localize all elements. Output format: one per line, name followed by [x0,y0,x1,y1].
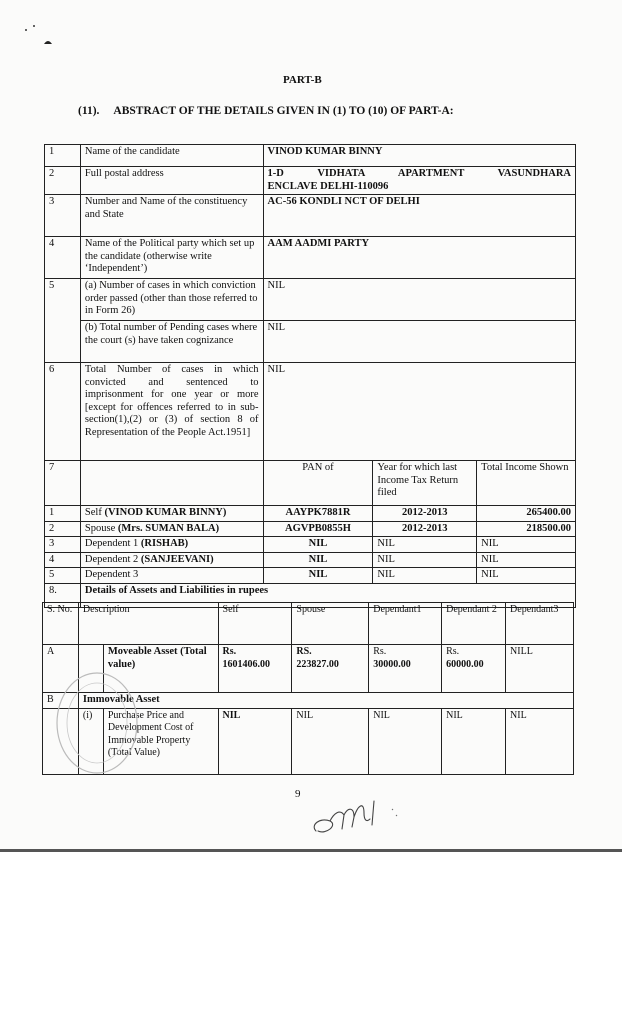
immovable-asset-heading: Immovable Asset [78,693,573,709]
income-row: 5 Dependent 3 NIL NIL NIL [45,568,576,584]
row-number: 8. [45,583,81,607]
row-label: Full postal address [80,167,263,195]
total-income-header: Total Income Shown [477,461,576,506]
immovable-purchase-label: Purchase Price and Development Cost of Immovable Property (Total Value) [103,708,218,774]
table-row [45,321,576,363]
row-label: Name of the Political party which set up the candidate (otherwise write ‘Independent’) [80,237,263,279]
address-line-1: 1-D VIDHATA APARTMENT VASUNDHARA [267,168,571,179]
income-row: 3 Dependent 1 (RISHAB) NIL NIL NIL [45,537,576,553]
dependant1-moveable: Rs. 30000.00 [369,645,442,693]
row-label: (a) Number of cases in which conviction order passed (other than those referred to in Form 26) [80,279,263,321]
section-title [78,105,454,117]
row-label: (b) Total number of Pending cases where the court (s) have taken cognizance [80,321,263,363]
income-row: 1 Self (VINOD KUMAR BINNY) AAYPK7881R 2012-2013 265400.00 [45,506,576,522]
dependant1-header: Dependant1 [369,603,442,645]
table-row: (i) Purchase Price and Development Cost of Immovable Property (Total Value) NIL NIL NIL NIL NIL [43,708,574,774]
income-value: 218500.00 [477,521,576,537]
sentenced-cases: NIL [263,363,575,461]
pan-value: NIL [263,552,373,568]
year-value: 2012-2013 [373,506,477,522]
dependant2-header: Dependant 2 [442,603,506,645]
income-row: 2 Spouse (Mrs. SUMAN BALA) AGVPB0855H 2012-2013 218500.00 [45,521,576,537]
income-value: NIL [477,537,576,553]
table-row [45,167,576,195]
year-value: 2012-2013 [373,521,477,537]
row-number: 6 [45,363,81,461]
income-value: NIL [477,552,576,568]
party-name: AAM AADMI PARTY [263,237,575,279]
pan-header: PAN of [263,461,373,506]
assets-header-row [43,603,574,645]
assets-heading: Details of Assets and Liabilities in rupees [80,583,575,607]
section-number: (11). [78,105,100,117]
abstract-table [44,144,576,608]
year-value: NIL [373,568,477,584]
dependant1-immovable: NIL [369,708,442,774]
pan-value: NIL [263,537,373,553]
page-number: 9 [295,788,301,800]
dependant3-moveable: NILL [506,645,574,693]
table-row [45,461,576,506]
constituency: AC-56 KONDLI NCT OF DELHI [263,195,575,237]
row-number: 4 [45,237,81,279]
description-header: Description [78,603,218,645]
blank-area [0,852,622,1024]
pan-value: AAYPK7881R [263,506,373,522]
table-row [45,363,576,461]
row-number: 7 [45,461,81,506]
address-line-2: ENCLAVE DELHI-110096 [267,180,389,192]
spouse-header: Spouse [292,603,369,645]
table-row [45,237,576,279]
table-row [45,279,576,321]
dependant2-immovable: NIL [442,708,506,774]
spouse-immovable: NIL [292,708,369,774]
spouse-moveable: RS. 223827.00 [292,645,369,693]
year-value: NIL [373,537,477,553]
row-label: Name of the candidate [80,145,263,167]
row-number: 5 [45,279,81,363]
dependant3-immovable: NIL [506,708,574,774]
moveable-asset-label: Moveable Asset (Total value) [103,645,218,693]
year-value: NIL [373,552,477,568]
section-heading: ABSTRACT OF THE DETAILS GIVEN IN (1) TO (10) OF PART-A: [113,105,454,117]
scan-specks [20,8,60,48]
table-row: A Moveable Asset (Total value) Rs. 1601406.00 RS. 223827.00 Rs. 30000.00 Rs. 60000.00 NILL [43,645,574,693]
postal-address [263,167,575,195]
table-row [45,195,576,237]
candidate-name: VINOD KUMAR BINNY [263,145,575,167]
row-number: 2 [45,167,81,195]
faded-seal-stamp [52,668,142,778]
pan-value: AGVPB0855H [263,521,373,537]
row-number: 1 [45,145,81,167]
income-value: NIL [477,568,576,584]
conviction-cases: NIL [263,279,575,321]
row-label: Total Number of cases in which convicted and sentenced to imprisonment for one year or more [except for offences referred to in sub-section(1),(2) or (3) of section 8 of Representation of the People Act.1951] [80,363,263,461]
dependant3-header: Dependant3 [506,603,574,645]
year-header: Year for which last Income Tax Return filed [373,461,477,506]
part-title: PART-B [283,74,322,86]
pending-cases: NIL [263,321,575,363]
self-immovable: NIL [218,708,292,774]
row-label: Number and Name of the constituency and State [80,195,263,237]
self-header: Self [218,603,292,645]
income-value: 265400.00 [477,506,576,522]
self-moveable: Rs. 1601406.00 [218,645,292,693]
row-number: 3 [45,195,81,237]
pan-value: NIL [263,568,373,584]
table-row: B Immovable Asset [43,693,574,709]
dependant2-moveable: Rs. 60000.00 [442,645,506,693]
income-row: 4 Dependent 2 (SANJEEVANI) NIL NIL NIL [45,552,576,568]
sno-header: S. No. [43,603,79,645]
signature-icon [308,795,408,839]
table-row [45,145,576,167]
